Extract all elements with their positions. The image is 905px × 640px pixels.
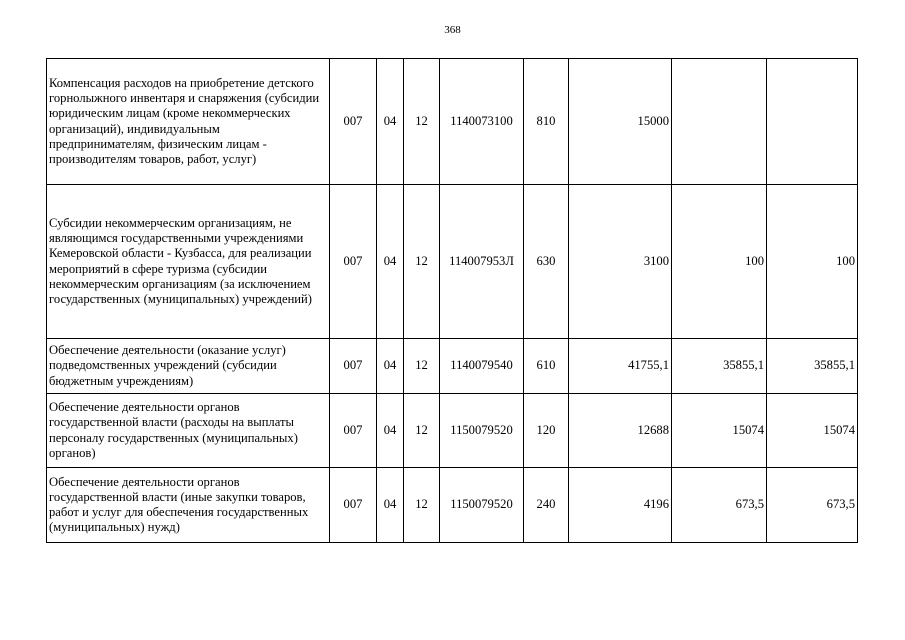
expense-kind-cell: 810 <box>524 59 569 185</box>
amount-year2-cell: 35855,1 <box>672 339 767 394</box>
table-row <box>47 59 858 185</box>
expense-kind-cell: 630 <box>524 185 569 339</box>
table-row <box>47 339 858 394</box>
expense-kind-cell: 240 <box>524 468 569 543</box>
target-article-cell: 114007953Л <box>440 185 524 339</box>
target-article-cell: 1140079540 <box>440 339 524 394</box>
amount-year3-cell <box>767 59 858 185</box>
target-article-cell: 1150079520 <box>440 394 524 468</box>
amount-year1-cell: 41755,1 <box>569 339 672 394</box>
row-name-cell: Обеспечение деятельности органов государственной власти (иные закупки товаров, работ и услуг для обеспечения государственных (муниципальных) нужд) <box>47 468 330 543</box>
target-article-cell: 1140073100 <box>440 59 524 185</box>
target-article-cell: 1150079520 <box>440 468 524 543</box>
amount-year3-cell: 35855,1 <box>767 339 858 394</box>
section-cell: 04 <box>377 339 404 394</box>
page-number: 368 <box>444 24 461 36</box>
amount-year1-cell: 12688 <box>569 394 672 468</box>
table-row <box>47 468 858 543</box>
expense-kind-cell: 610 <box>524 339 569 394</box>
amount-year2-cell: 15074 <box>672 394 767 468</box>
section-cell: 04 <box>377 394 404 468</box>
ministry-code-cell: 007 <box>330 394 377 468</box>
row-name-cell: Субсидии некоммерческим организациям, не являющимся государственными учреждениями Кемеровской области - Кузбасса, для реализации мероприятий в сфере туризма (субсидии некоммерческим организациям (за исключением государственных (муниципальных) учреждений) <box>47 185 330 339</box>
subsection-cell: 12 <box>404 394 440 468</box>
ministry-code-cell: 007 <box>330 59 377 185</box>
row-name-cell: Компенсация расходов на приобретение детского горнолыжного инвентаря и снаряжения (субсидии юридическим лицам (кроме некоммерческих организаций), индивидуальным предпринимателям, физическим лицам - производителям товаров, работ, услуг) <box>47 59 330 185</box>
amount-year3-cell: 100 <box>767 185 858 339</box>
subsection-cell: 12 <box>404 339 440 394</box>
table-row <box>47 394 858 468</box>
subsection-cell: 12 <box>404 59 440 185</box>
ministry-code-cell: 007 <box>330 339 377 394</box>
amount-year3-cell: 673,5 <box>767 468 858 543</box>
ministry-code-cell: 007 <box>330 185 377 339</box>
amount-year3-cell: 15074 <box>767 394 858 468</box>
table-row <box>47 185 858 339</box>
amount-year2-cell <box>672 59 767 185</box>
row-name-cell: Обеспечение деятельности органов государственной власти (расходы на выплаты персоналу государственных (муниципальных) органов) <box>47 394 330 468</box>
amount-year2-cell: 100 <box>672 185 767 339</box>
row-name-cell: Обеспечение деятельности (оказание услуг) подведомственных учреждений (субсидии бюджетным учреждениям) <box>47 339 330 394</box>
expense-kind-cell: 120 <box>524 394 569 468</box>
subsection-cell: 12 <box>404 468 440 543</box>
section-cell: 04 <box>377 185 404 339</box>
amount-year2-cell: 673,5 <box>672 468 767 543</box>
amount-year1-cell: 4196 <box>569 468 672 543</box>
budget-table <box>46 58 858 543</box>
amount-year1-cell: 3100 <box>569 185 672 339</box>
subsection-cell: 12 <box>404 185 440 339</box>
section-cell: 04 <box>377 468 404 543</box>
ministry-code-cell: 007 <box>330 468 377 543</box>
section-cell: 04 <box>377 59 404 185</box>
amount-year1-cell: 15000 <box>569 59 672 185</box>
